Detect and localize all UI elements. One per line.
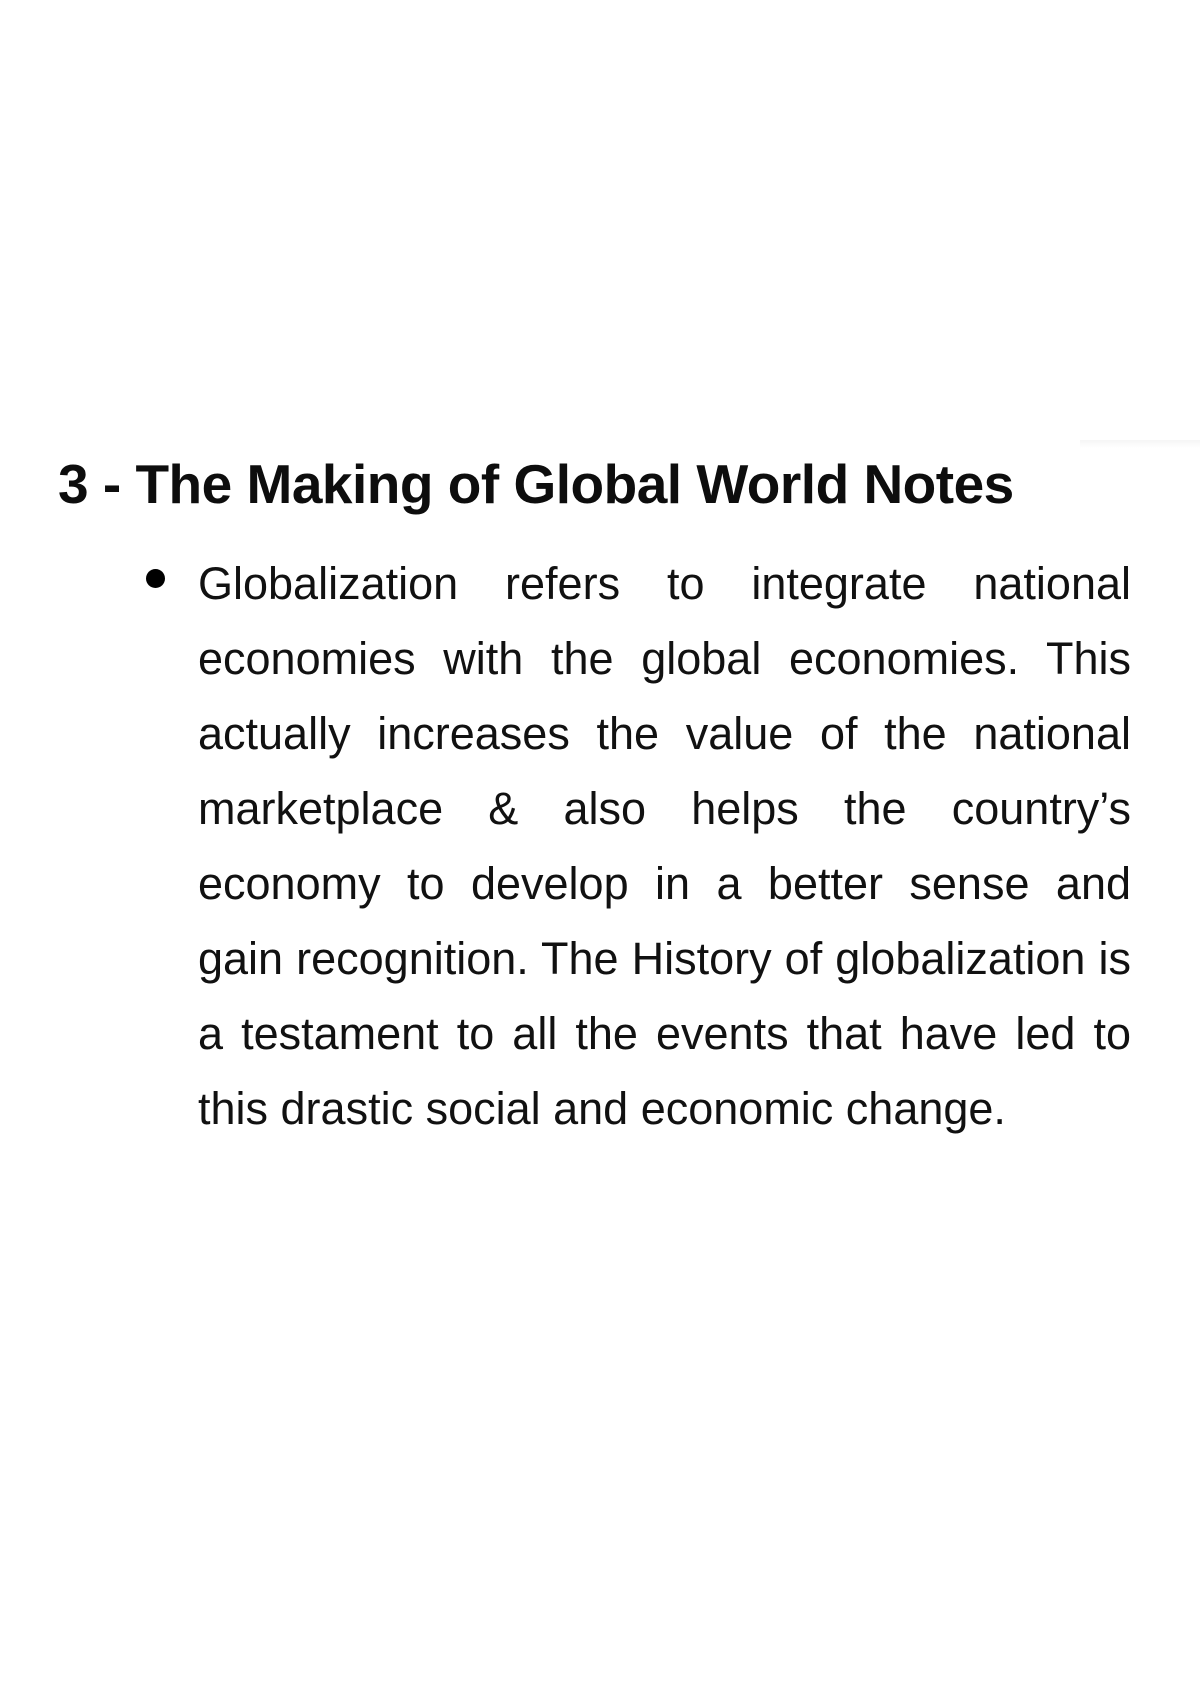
bullet-text: Globalization refers to integrate national economies with the global economies. This actually increases the value of the national marketplace & also helps the country’s economy to develop in a better sense and gain recognition. The History of globalization is a testament to all the events that have led to this drastic social and economic change. bbox=[198, 558, 1131, 1134]
bullet-icon bbox=[146, 569, 165, 588]
scan-edge-shadow bbox=[1080, 440, 1200, 448]
page-title: 3 - The Making of Global World Notes bbox=[58, 453, 1014, 515]
